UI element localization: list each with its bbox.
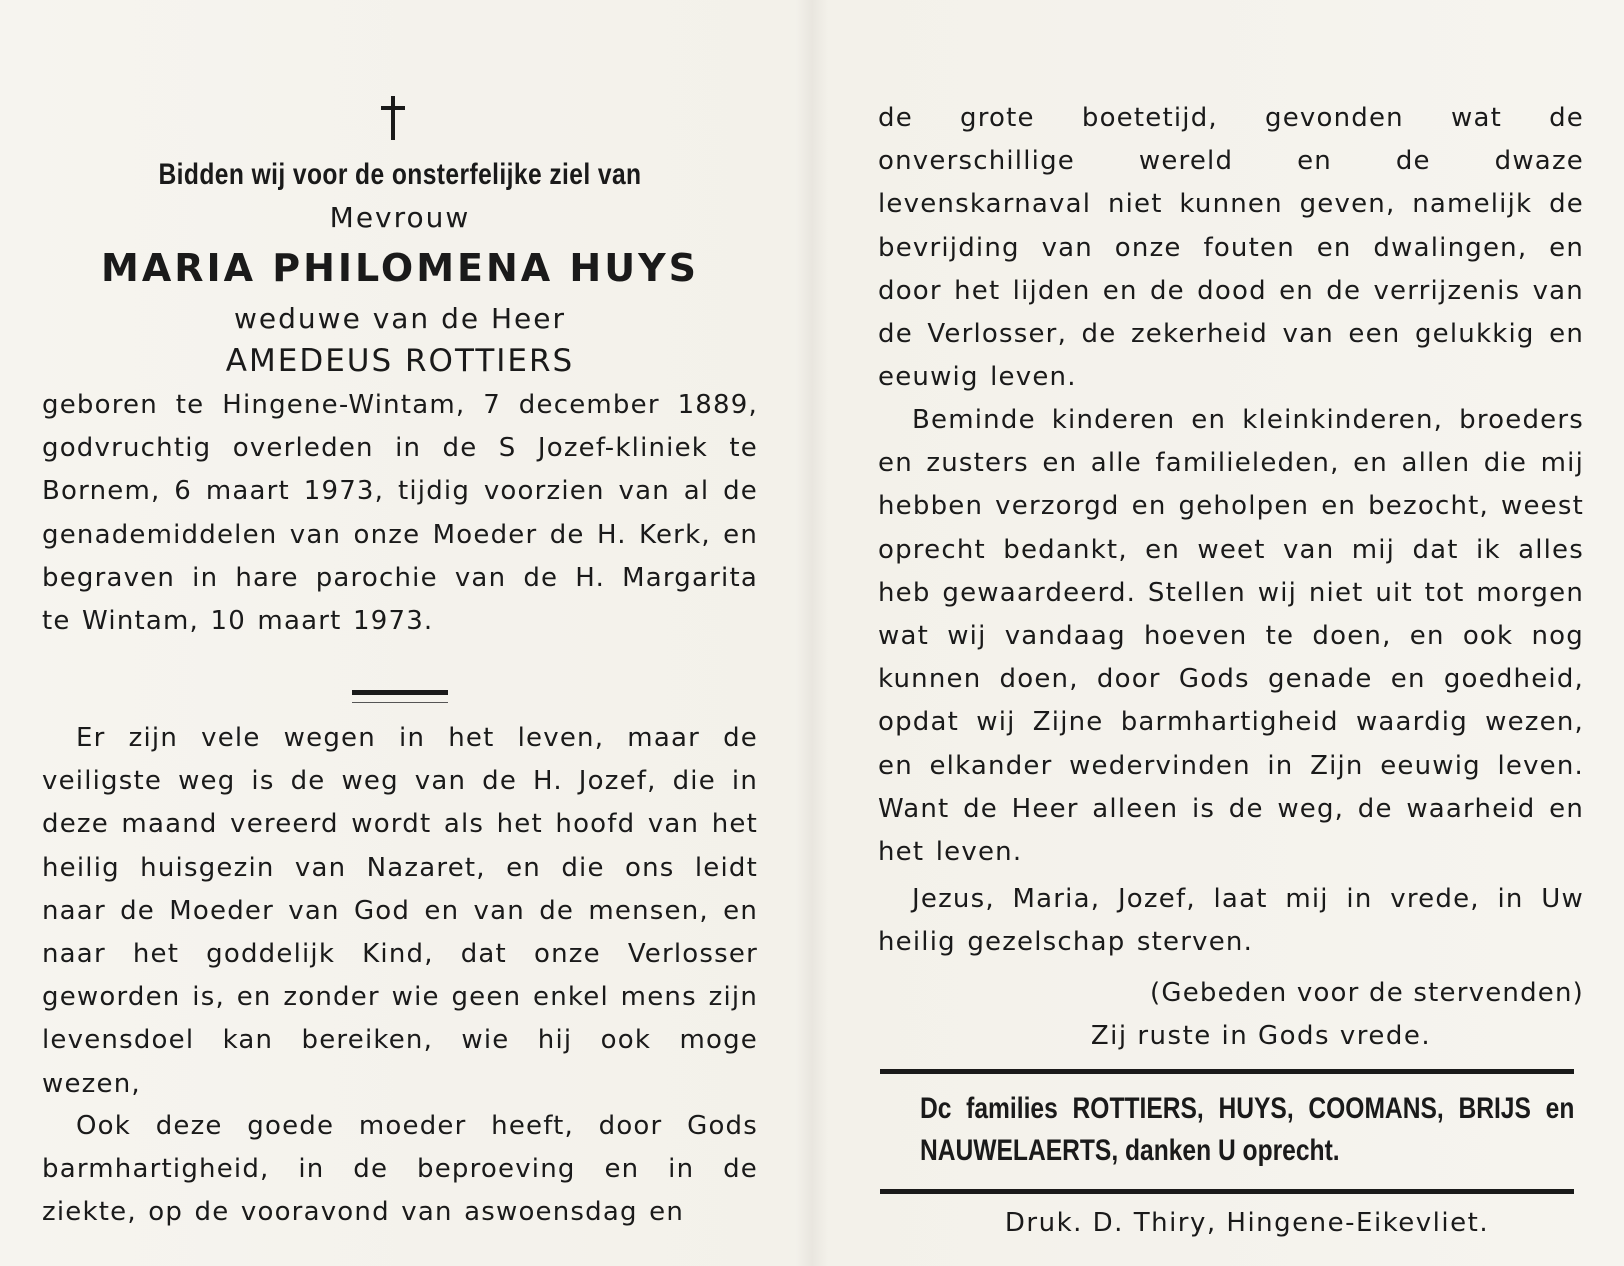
meditation-paragraph-3: de grote boetetijd, gevonden wat de onverschillige wereld en de dwaze levenskarnaval niet kunnen geven, namelijk de bevrijding van onze fouten en dwalingen, en door het lijden en de dood en de verrijzenis van de Verlosser, de zekerheid van een gelukkig en eeuwig leven. [878, 103, 1584, 393]
prayer-source: (Gebeden voor de stervenden) [1150, 978, 1584, 1008]
rule-bottom [880, 1189, 1574, 1194]
biography: geboren te Hingene-Wintam, 7 december 1889, godvruchtig overleden in de S Jozef-kliniek te Bornem, 6 maart 1973, tijdig voorzien van al de genademiddelen van onze Moeder de H. Kerk, en begraven in hare parochie van de H. Margarita te Wintam, 10 maart 1973. [42, 390, 758, 637]
honorific: Mevrouw [329, 201, 471, 234]
prayer-paragraph: Jezus, Maria, Jozef, laat mij in vrede, in Uw heilig gezelschap sterven. [878, 884, 1584, 958]
rest-in-peace: Zij ruste in Gods vrede. [1090, 1021, 1432, 1051]
husband-name: AMEDEUS ROTTIERS [225, 343, 575, 379]
widow-of-label: weduwe van de Heer [234, 302, 566, 335]
families-thanks [920, 1088, 1574, 1172]
rule-top [880, 1069, 1574, 1074]
divider-thin [352, 702, 448, 703]
meditation-paragraph-1: Er zijn vele wegen in het leven, maar de veiligste weg is de weg van de H. Jozef, die in deze maand vereerd wordt als het hoofd van het heilig huisgezin van Nazaret, en die ons leidt naar de Moeder van God en van de mensen, en naar het goddelijk Kind, dat onze Verlosser geworden is, en zonder wie geen enkel mens zijn levensdoel kan bereiken, wie hij ook moge wezen, [42, 723, 758, 1099]
deceased-name: MARIA PHILOMENA HUYS [101, 246, 699, 290]
prayer-heading: Bidden wij voor de onsterfelijke ziel van [158, 158, 642, 191]
divider [352, 690, 448, 695]
cross-icon [378, 96, 408, 140]
thanks-paragraph: Beminde kinderen en kleinkinderen, broeders en zusters en alle familieleden, en allen die mij hebben verzorgd en geholpen en bezocht, weest oprecht bedankt, en weet van mij dat ik alles heb gewaardeerd. Stellen wij niet uit tot morgen wat wij vandaag hoeven te doen, en ook nog kunnen doen, door Gods genade en goedheid, opdat wij Zijne barmhartigheid waardig wezen, en elkander wedervinden in Zijn eeuwig leven. Want de Heer alleen is de weg, de waarheid en het leven. [878, 405, 1584, 868]
printer-credit: Druk. D. Thiry, Hingene-Eikevliet. [1004, 1208, 1490, 1238]
families-text: Dc families ROTTIERS, HUYS, COOMANS, BRIJS en NAUWELAERTS, danken U oprecht. [920, 1092, 1575, 1167]
meditation-paragraph-2: Ook deze goede moeder heeft, door Gods barmhartigheid, in de beproeving en in de ziekte, op de vooravond van aswoensdag en [42, 1111, 758, 1228]
